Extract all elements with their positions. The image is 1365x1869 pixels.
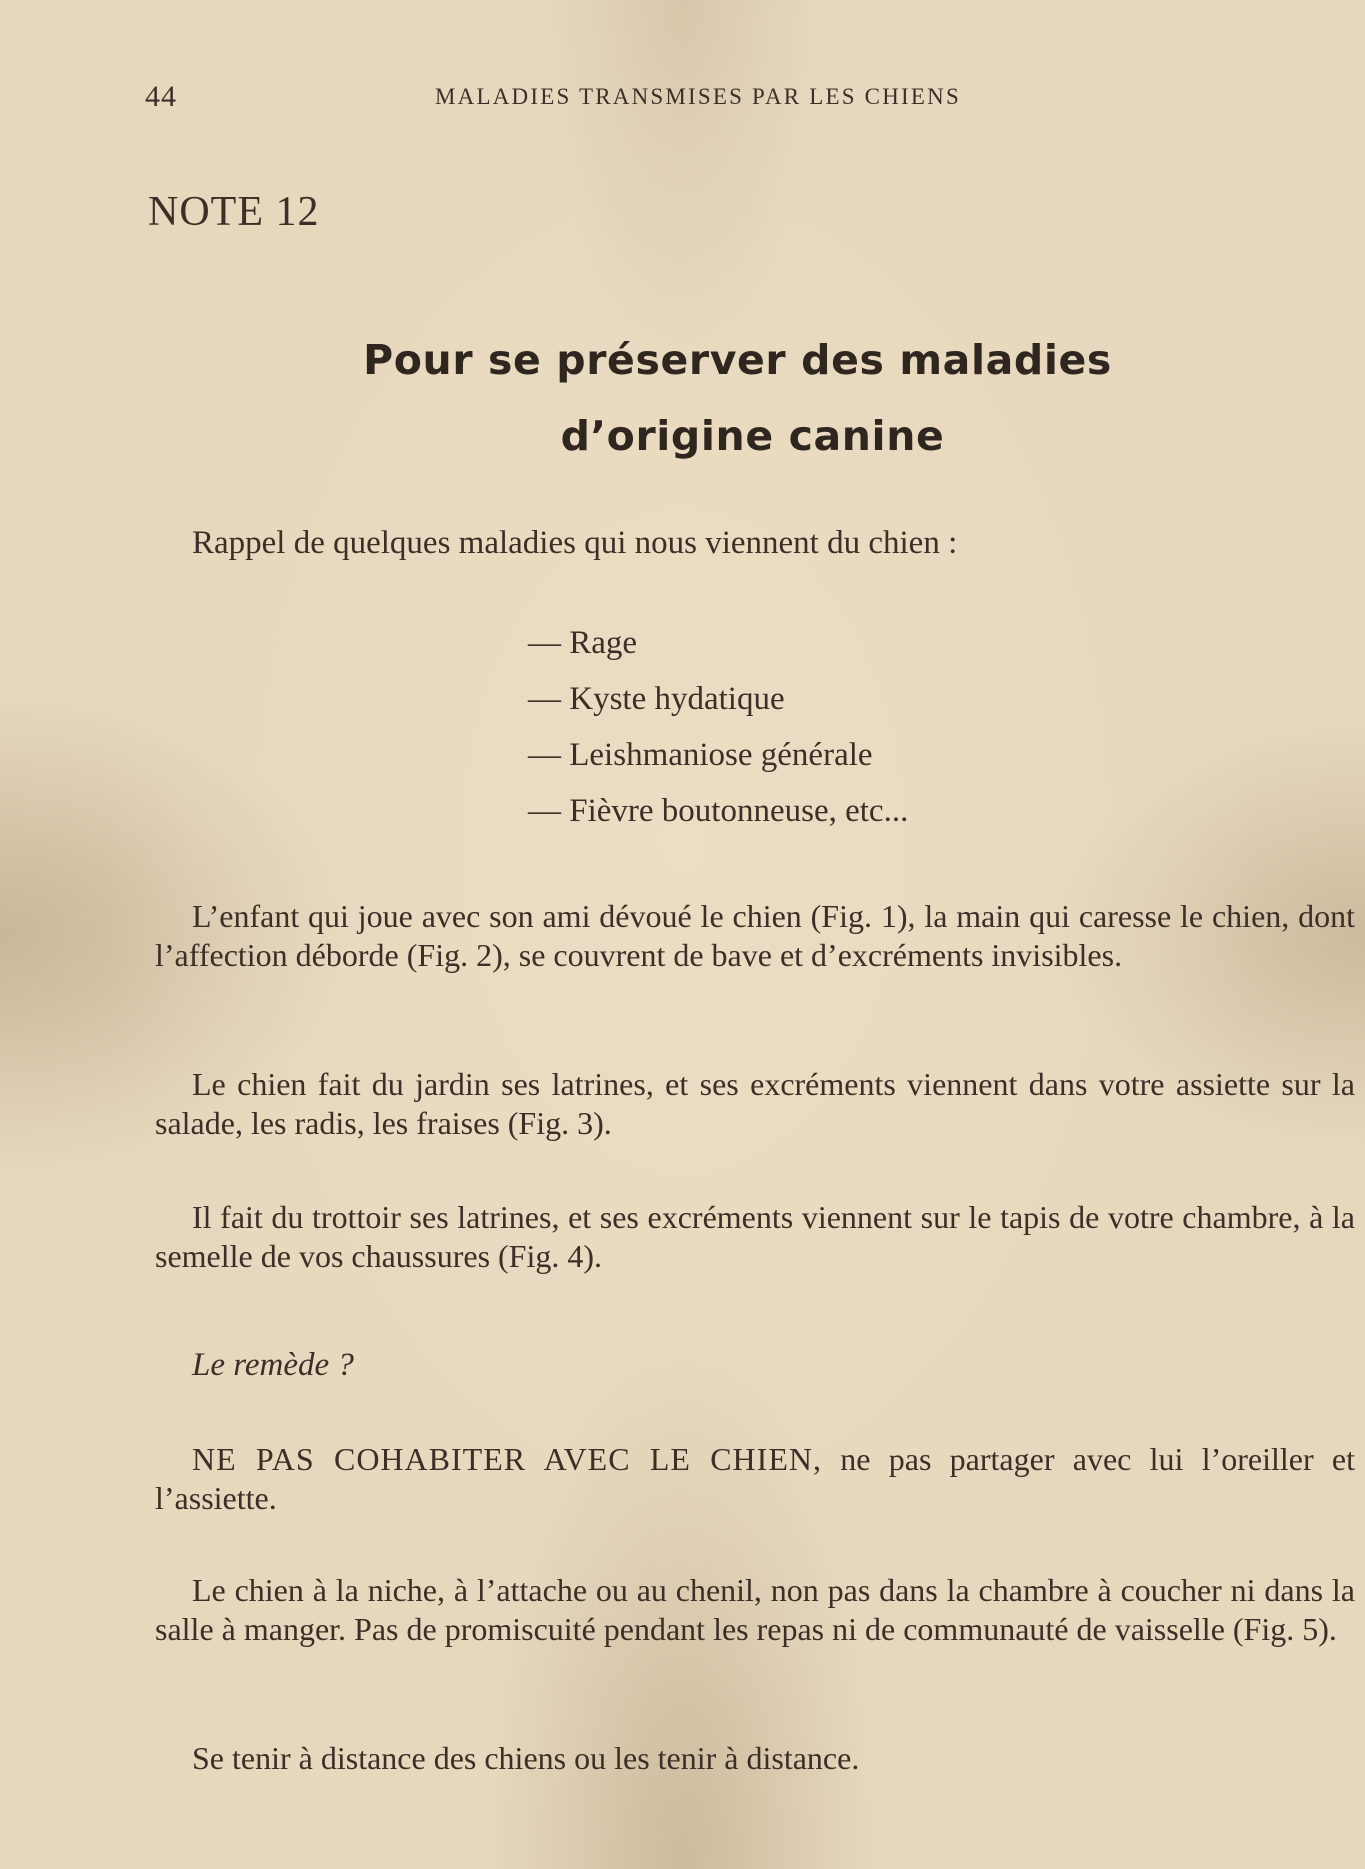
list-item: — Fièvre boutonneuse, etc... <box>528 793 909 829</box>
running-title: MALADIES TRANSMISES PAR LES CHIENS <box>435 84 961 109</box>
remedy-heading: Le remède ? <box>192 1347 354 1383</box>
paragraph-distance <box>155 1739 1355 1778</box>
page-number: 44 <box>145 80 177 113</box>
list-item: — Leishmaniose générale <box>528 737 873 773</box>
page-title <box>0 322 1365 474</box>
paragraph-no-cohabitation <box>155 1440 1355 1518</box>
title-line-1: Pour se préserver des maladies <box>363 336 1112 384</box>
note-label: NOTE 12 <box>148 189 320 235</box>
paragraph-text: Le chien fait du jardin ses latrines, et ses excréments viennent dans votre assiette sur la salade, les radis, les fraises (Fig. 3). <box>155 1066 1355 1141</box>
paragraph-text: Il fait du trottoir ses latrines, et ses excréments viennent sur le tapis de votre chambre, à la semelle de vos chaussures (Fig. 4). <box>155 1199 1355 1274</box>
paragraph-child-and-dog <box>155 897 1355 975</box>
paragraph-text: Le chien à la niche, à l’attache ou au chenil, non pas dans la chambre à coucher ni dans la salle à manger. Pas de promiscuité pendant les repas ni de communauté de vaisselle (Fig. 5). <box>155 1572 1355 1647</box>
paragraph-text: Se tenir à distance des chiens ou les tenir à distance. <box>192 1740 860 1776</box>
paragraph-garden <box>155 1065 1355 1143</box>
caps-phrase: NE PAS COHABITER AVEC LE CHIEN, <box>192 1441 822 1477</box>
disease-list <box>528 615 908 839</box>
paragraph-text <box>155 1440 1355 1518</box>
title-line-2: d’origine canine <box>560 412 945 460</box>
running-head <box>145 80 1285 120</box>
list-item: — Kyste hydatique <box>528 681 785 717</box>
intro-text: Rappel de quelques maladies qui nous viennent du chien : <box>192 525 958 561</box>
list-item: — Rage <box>528 625 638 661</box>
paragraph-kennel <box>155 1571 1355 1649</box>
paragraph-rest: ne pas partager avec lui l’oreiller et l’assiette. <box>155 1441 1356 1516</box>
paragraph-sidewalk <box>155 1198 1355 1276</box>
paragraph-text: L’enfant qui joue avec son ami dévoué le chien (Fig. 1), la main qui caresse le chien, dont l’affection déborde (Fig. 2), se couvrent de bave et d’excréments invisibles. <box>155 898 1355 973</box>
